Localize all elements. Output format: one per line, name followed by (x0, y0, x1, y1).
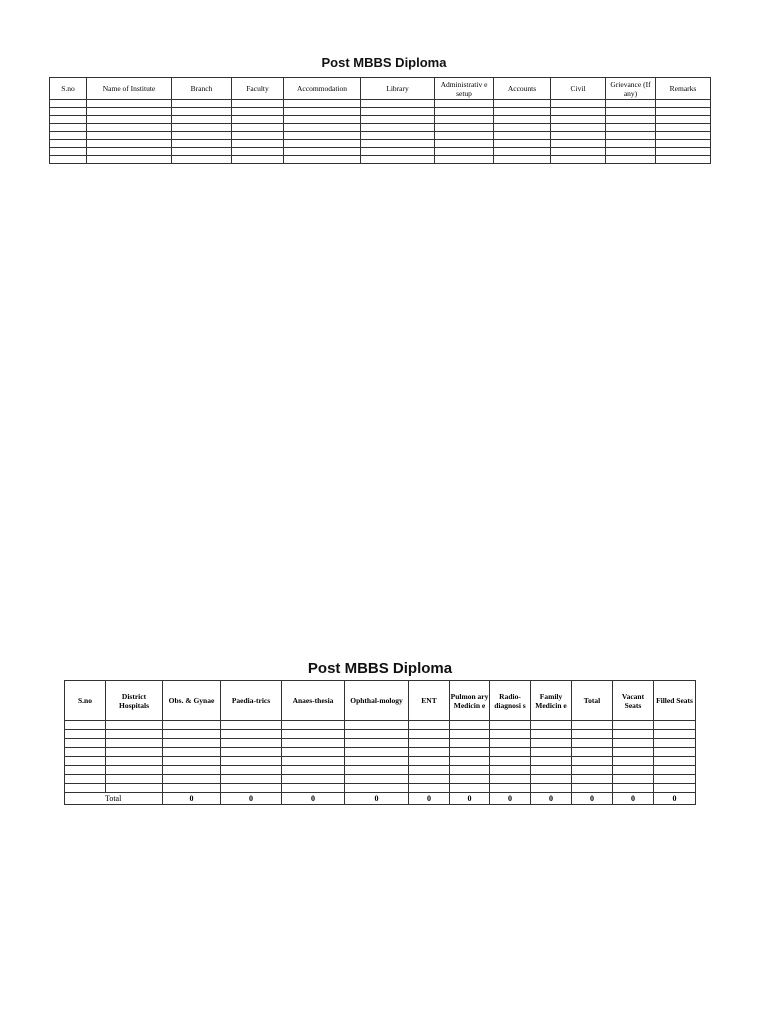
table-cell[interactable] (572, 730, 613, 739)
table-cell[interactable] (345, 757, 409, 766)
table-cell[interactable] (232, 100, 284, 108)
table-cell[interactable] (450, 775, 490, 784)
table-cell[interactable] (409, 739, 450, 748)
table-cell[interactable] (551, 140, 606, 148)
header-remarks: Remarks (656, 78, 711, 100)
table-cell[interactable] (494, 116, 551, 124)
table-cell[interactable] (106, 775, 163, 784)
table-cell[interactable] (50, 140, 87, 148)
table-cell[interactable] (282, 766, 345, 775)
district-hospitals-table (64, 680, 696, 805)
table-row (65, 766, 696, 775)
table-cell[interactable] (106, 748, 163, 757)
table-cell[interactable] (163, 748, 221, 757)
table-cell[interactable] (494, 124, 551, 132)
table-cell[interactable] (172, 124, 232, 132)
table-cell[interactable] (654, 748, 696, 757)
table-cell[interactable] (450, 730, 490, 739)
table-cell[interactable] (494, 132, 551, 140)
table-cell[interactable] (450, 721, 490, 730)
table-cell[interactable] (494, 140, 551, 148)
table-cell[interactable] (654, 739, 696, 748)
header-obs-gynae: Obs. & Gynae (163, 681, 221, 721)
table-cell[interactable] (490, 775, 531, 784)
table-cell[interactable] (163, 766, 221, 775)
table-cell[interactable] (551, 156, 606, 164)
total-row (65, 793, 696, 805)
table-cell[interactable] (551, 116, 606, 124)
table-cell[interactable] (656, 132, 711, 140)
table-cell[interactable] (284, 156, 361, 164)
table-cell[interactable] (572, 721, 613, 730)
total-value: 0 (490, 793, 531, 805)
table-cell[interactable] (87, 156, 172, 164)
table-cell[interactable] (221, 721, 282, 730)
table-cell[interactable] (613, 739, 654, 748)
table-cell[interactable] (494, 100, 551, 108)
table-cell[interactable] (531, 757, 572, 766)
table-cell[interactable] (361, 100, 435, 108)
table-cell[interactable] (435, 100, 494, 108)
table-cell[interactable] (50, 116, 87, 124)
header-ent: ENT (409, 681, 450, 721)
table-cell[interactable] (572, 757, 613, 766)
total-value: 0 (409, 793, 450, 805)
table-cell[interactable] (450, 757, 490, 766)
table-cell[interactable] (221, 748, 282, 757)
table-row (65, 784, 696, 793)
table-cell[interactable] (50, 148, 87, 156)
header-family-medicin-e: Family Medicin e (531, 681, 572, 721)
table-cell[interactable] (65, 730, 106, 739)
table-cell[interactable] (490, 766, 531, 775)
table-cell[interactable] (450, 766, 490, 775)
total-value: 0 (450, 793, 490, 805)
table-cell[interactable] (65, 766, 106, 775)
table-cell[interactable] (65, 757, 106, 766)
table-cell[interactable] (656, 116, 711, 124)
table-cell[interactable] (284, 148, 361, 156)
table-row (50, 140, 711, 148)
header-vacant-seats: Vacant Seats (613, 681, 654, 721)
table-cell[interactable] (87, 100, 172, 108)
table-row (65, 730, 696, 739)
table-cell[interactable] (606, 100, 656, 108)
table-row (50, 132, 711, 140)
total-value: 0 (221, 793, 282, 805)
table-cell[interactable] (551, 108, 606, 116)
table-cell[interactable] (409, 721, 450, 730)
table-cell[interactable] (163, 739, 221, 748)
table-cell[interactable] (221, 757, 282, 766)
table-row (65, 721, 696, 730)
table-cell[interactable] (531, 784, 572, 793)
table-cell[interactable] (613, 730, 654, 739)
table-cell[interactable] (654, 775, 696, 784)
table-cell[interactable] (345, 739, 409, 748)
table-cell[interactable] (282, 748, 345, 757)
table-cell[interactable] (656, 140, 711, 148)
table-cell[interactable] (531, 748, 572, 757)
table-cell[interactable] (282, 784, 345, 793)
total-value: 0 (282, 793, 345, 805)
total-value: 0 (163, 793, 221, 805)
table-cell[interactable] (221, 730, 282, 739)
table-cell[interactable] (656, 100, 711, 108)
table-cell[interactable] (345, 748, 409, 757)
table-cell[interactable] (221, 739, 282, 748)
table-cell[interactable] (65, 748, 106, 757)
table-cell[interactable] (361, 116, 435, 124)
table-cell[interactable] (172, 140, 232, 148)
header-administrativ-e-setup: Administrativ e setup (435, 78, 494, 100)
table-cell[interactable] (87, 132, 172, 140)
table-cell[interactable] (163, 757, 221, 766)
table-cell[interactable] (409, 766, 450, 775)
table-cell[interactable] (361, 148, 435, 156)
table-cell[interactable] (50, 156, 87, 164)
table-cell[interactable] (409, 757, 450, 766)
table-row (50, 148, 711, 156)
table-cell[interactable] (551, 132, 606, 140)
table-cell[interactable] (284, 132, 361, 140)
table-cell[interactable] (221, 766, 282, 775)
table-cell[interactable] (87, 116, 172, 124)
table-cell[interactable] (572, 766, 613, 775)
table1-header-row (50, 78, 711, 100)
table-cell[interactable] (606, 108, 656, 116)
table-cell[interactable] (654, 766, 696, 775)
table-cell[interactable] (654, 730, 696, 739)
table-cell[interactable] (490, 721, 531, 730)
table-cell[interactable] (435, 148, 494, 156)
table-cell[interactable] (106, 721, 163, 730)
header-paedia-trics: Paedia-trics (221, 681, 282, 721)
table-cell[interactable] (654, 784, 696, 793)
table-cell[interactable] (435, 156, 494, 164)
table-cell[interactable] (613, 757, 654, 766)
header-civil: Civil (551, 78, 606, 100)
table-cell[interactable] (232, 108, 284, 116)
table-cell[interactable] (409, 748, 450, 757)
table-cell[interactable] (50, 124, 87, 132)
table-cell[interactable] (284, 116, 361, 124)
table-cell[interactable] (284, 100, 361, 108)
table-cell[interactable] (606, 140, 656, 148)
table2-title: Post MBBS Diploma (307, 660, 453, 677)
table-cell[interactable] (654, 757, 696, 766)
table-cell[interactable] (606, 124, 656, 132)
table-cell[interactable] (106, 766, 163, 775)
header-accounts: Accounts (494, 78, 551, 100)
table-cell[interactable] (613, 775, 654, 784)
table-cell[interactable] (50, 100, 87, 108)
table-cell[interactable] (345, 730, 409, 739)
total-value: 0 (572, 793, 613, 805)
table-cell[interactable] (606, 156, 656, 164)
table-cell[interactable] (606, 132, 656, 140)
total-value: 0 (613, 793, 654, 805)
table-cell[interactable] (282, 721, 345, 730)
table-cell[interactable] (221, 784, 282, 793)
table-cell[interactable] (613, 748, 654, 757)
table-cell[interactable] (172, 156, 232, 164)
table-cell[interactable] (531, 766, 572, 775)
table-cell[interactable] (606, 148, 656, 156)
table-cell[interactable] (50, 132, 87, 140)
table-cell[interactable] (345, 721, 409, 730)
header-accommodation: Accommodation (284, 78, 361, 100)
table-cell[interactable] (172, 132, 232, 140)
table-cell[interactable] (106, 784, 163, 793)
table-cell[interactable] (163, 775, 221, 784)
table-cell[interactable] (572, 784, 613, 793)
header-ophthal-mology: Ophthal-mology (345, 681, 409, 721)
table-cell[interactable] (345, 766, 409, 775)
header-pulmon-ary-medicin-e: Pulmon ary Medicin e (450, 681, 490, 721)
total-value: 0 (654, 793, 696, 805)
table-cell[interactable] (494, 108, 551, 116)
table-cell[interactable] (345, 775, 409, 784)
table-cell[interactable] (232, 140, 284, 148)
table-row (65, 775, 696, 784)
table-cell[interactable] (106, 757, 163, 766)
header-district-hospitals: District Hospitals (106, 681, 163, 721)
table-cell[interactable] (221, 775, 282, 784)
table-cell[interactable] (435, 108, 494, 116)
table-cell[interactable] (572, 775, 613, 784)
table-cell[interactable] (450, 748, 490, 757)
table-cell[interactable] (282, 730, 345, 739)
table-cell[interactable] (494, 156, 551, 164)
table-cell[interactable] (106, 739, 163, 748)
table-cell[interactable] (656, 148, 711, 156)
table-cell[interactable] (284, 108, 361, 116)
table-cell[interactable] (606, 116, 656, 124)
table-cell[interactable] (65, 784, 106, 793)
table-cell[interactable] (172, 116, 232, 124)
table-cell[interactable] (531, 730, 572, 739)
table-cell[interactable] (87, 148, 172, 156)
table-cell[interactable] (531, 775, 572, 784)
table2-header-row (65, 681, 696, 721)
table-cell[interactable] (65, 721, 106, 730)
table-cell[interactable] (656, 108, 711, 116)
table-cell[interactable] (232, 124, 284, 132)
table-cell[interactable] (284, 124, 361, 132)
total-value: 0 (345, 793, 409, 805)
table-cell[interactable] (345, 784, 409, 793)
table-cell[interactable] (50, 108, 87, 116)
header-filled-seats: Filled Seats (654, 681, 696, 721)
header-s-no: S.no (50, 78, 87, 100)
table-cell[interactable] (232, 156, 284, 164)
table-cell[interactable] (172, 108, 232, 116)
table-cell[interactable] (232, 116, 284, 124)
table-cell[interactable] (450, 739, 490, 748)
total-value: 0 (531, 793, 572, 805)
header-total: Total (572, 681, 613, 721)
header-branch: Branch (172, 78, 232, 100)
table-cell[interactable] (361, 140, 435, 148)
table-cell[interactable] (87, 124, 172, 132)
table-cell[interactable] (490, 757, 531, 766)
table-cell[interactable] (435, 132, 494, 140)
table-cell[interactable] (656, 124, 711, 132)
table-row (50, 108, 711, 116)
table-cell[interactable] (361, 124, 435, 132)
table-cell[interactable] (163, 721, 221, 730)
table-cell[interactable] (409, 784, 450, 793)
table-cell[interactable] (656, 156, 711, 164)
table-cell[interactable] (361, 108, 435, 116)
table-cell[interactable] (551, 148, 606, 156)
table1-title: Post MBBS Diploma (321, 55, 447, 70)
table-row (50, 124, 711, 132)
table-row (65, 739, 696, 748)
table-cell[interactable] (494, 148, 551, 156)
table-row (50, 100, 711, 108)
table-cell[interactable] (65, 775, 106, 784)
table-cell[interactable] (409, 775, 450, 784)
table-cell[interactable] (282, 757, 345, 766)
table-cell[interactable] (490, 730, 531, 739)
table-cell[interactable] (361, 132, 435, 140)
table-cell[interactable] (450, 784, 490, 793)
table-cell[interactable] (435, 124, 494, 132)
table-cell[interactable] (654, 721, 696, 730)
table-cell[interactable] (172, 148, 232, 156)
table-cell[interactable] (282, 739, 345, 748)
table-row (50, 116, 711, 124)
table-cell[interactable] (172, 100, 232, 108)
table-cell[interactable] (65, 739, 106, 748)
header-faculty: Faculty (232, 78, 284, 100)
table-cell[interactable] (572, 748, 613, 757)
header-anaes-thesia: Anaes-thesia (282, 681, 345, 721)
table-cell[interactable] (531, 739, 572, 748)
table-row (65, 748, 696, 757)
table-cell[interactable] (531, 721, 572, 730)
table-cell[interactable] (435, 116, 494, 124)
table-cell[interactable] (106, 730, 163, 739)
table-cell[interactable] (87, 140, 172, 148)
table-cell[interactable] (87, 108, 172, 116)
table-cell[interactable] (163, 784, 221, 793)
table-cell[interactable] (435, 140, 494, 148)
table-cell[interactable] (361, 156, 435, 164)
table-cell[interactable] (490, 748, 531, 757)
header-grievance-if-any: Grievance (If any) (606, 78, 656, 100)
table-cell[interactable] (232, 132, 284, 140)
table-row (65, 757, 696, 766)
table-cell[interactable] (613, 721, 654, 730)
header-s-no: S.no (65, 681, 106, 721)
table-cell[interactable] (284, 140, 361, 148)
header-radio-diagnosi-s: Radio-diagnosi s (490, 681, 531, 721)
table-cell[interactable] (551, 124, 606, 132)
table-cell[interactable] (572, 739, 613, 748)
table-cell[interactable] (409, 730, 450, 739)
table-cell[interactable] (551, 100, 606, 108)
table-cell[interactable] (282, 775, 345, 784)
total-label: Total (65, 793, 163, 805)
table-row (50, 156, 711, 164)
table-cell[interactable] (613, 766, 654, 775)
table-cell[interactable] (163, 730, 221, 739)
header-library: Library (361, 78, 435, 100)
institute-assessment-table (49, 77, 711, 164)
header-name-of-institute: Name of Institute (87, 78, 172, 100)
table-cell[interactable] (490, 784, 531, 793)
table-cell[interactable] (490, 739, 531, 748)
table-cell[interactable] (232, 148, 284, 156)
table-cell[interactable] (613, 784, 654, 793)
